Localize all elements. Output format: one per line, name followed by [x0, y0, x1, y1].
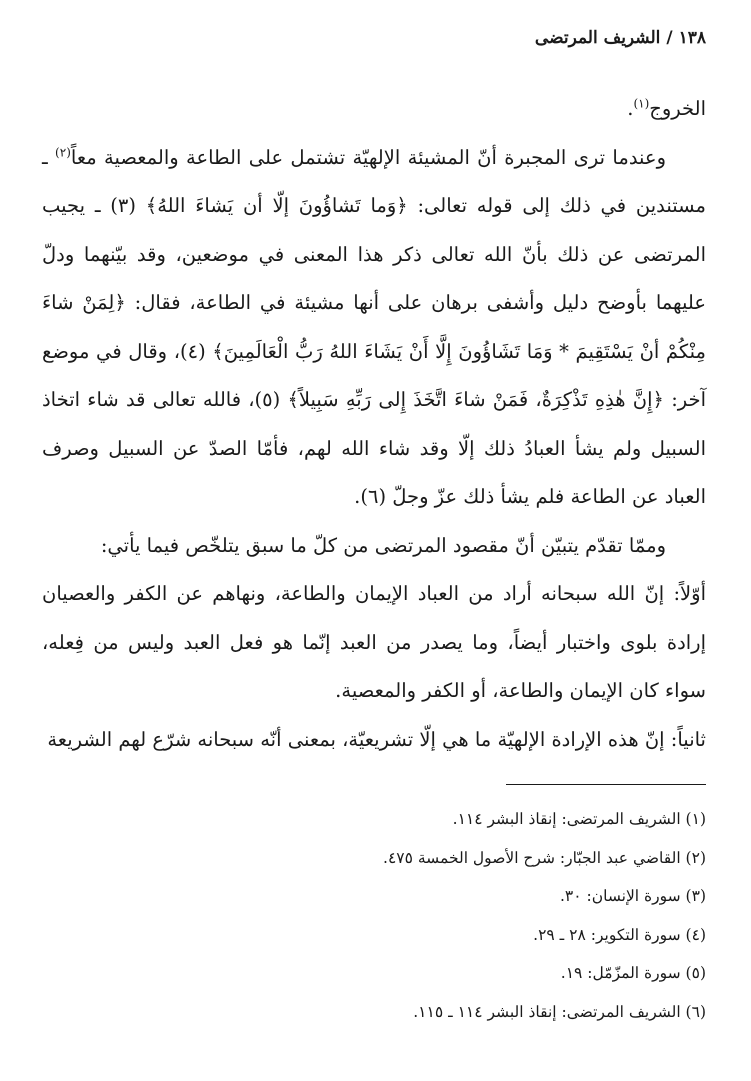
- paragraph: ثانياً: إنّ هذه الإرادة الإلهيّة ما هي إلّا تشريعيّة، بمعنى أنّه سبحانه شرّع لهم الشريعة: [47, 727, 706, 751]
- footnote-marker: (١): [633, 96, 650, 111]
- paragraph: وعندما ترى المجبرة أنّ المشيئة الإلهيّة تشتمل على الطاعة والمعصية معاً$^{(٢)}$ ـ مستندين في ذلك إلى قوله تعالى: ﴿وَما تَشاؤُونَ إلّا أن يَشاءَ اللهُ﴾ (٣) ـ يجيب المرتضى عن ذلك بأنّ الله تعالى ذكر هذا المعنى في موضعين، وقد بيّنهما ودلّ عليهما بأوضح دليل وأشفى برهان على أنها مشيئة في الطاعة، فقال: ﴿لِمَنْ شاءَ مِنْكُمْ أنْ يَسْتَقِيمَ * وَمَا تَشَاؤُونَ إِلَّا أَنْ يَشَاءَ اللهُ رَبُّ الْعَالَمِينَ﴾ (٤)، وقال في موضع آخر: ﴿إِنَّ هٰذِهِ تَذْكِرَةٌ، فَمَنْ شاءَ اتَّخَذَ إِلى رَبِّهِ سَبِيلاً﴾ (٥)، فالله تعالى قد شاء اتخاذ السبيل ولم يشأ العبادُ ذلك إلّا وقد شاء الله لهم، فأمّا الصدّ عن السبيل وصرف العباد عن الطاعة فلم يشأ ذلك عزّ وجلّ (٦).: [42, 145, 706, 508]
- footnote-marker: (٢): [55, 145, 71, 159]
- footnote: (٢) القاضي عبد الجبّار: شرح الأصول الخمسة ٤٧٥.: [383, 848, 706, 867]
- footnote: (٦) الشريف المرتضى: إنقاذ البشر ١١٤ ـ ١١٥.: [413, 1002, 706, 1021]
- footnote-divider: [506, 784, 706, 785]
- footnote: (٤) سورة التكوير: ٢٨ ـ ٢٩.: [533, 925, 706, 944]
- footnote: (٣) سورة الإنسان: ٣٠.: [559, 887, 706, 905]
- book-title: الشريف المرتضى: [534, 28, 661, 48]
- main-text: [42, 85, 706, 764]
- footnote: (١) الشريف المرتضى: إنقاذ البشر ١١٤.: [452, 810, 706, 828]
- footnote: (٥) سورة المزّمّل: ١٩.: [560, 964, 706, 982]
- paragraph: وممّا تقدّم يتبيّن أنّ مقصود المرتضى من كلّ ما سبق يتلخّص فيما يأتي:: [100, 533, 666, 557]
- header-separator: /: [666, 28, 673, 48]
- paragraph: الخروج$^{(١)}$.: [627, 96, 706, 120]
- page-number: ١٣٨: [678, 28, 706, 48]
- running-header: [535, 28, 706, 48]
- paragraph: أوّلاً: إنّ الله سبحانه أراد من العباد الإيمان والطاعة، ونهاهم عن الكفر والعصيان إرادة بلوى واختبار أيضاً، وما يصدر من العبد إنّما هو فعل العبد وليس من فِعله، سواء كان الإيمان والطاعة، أو الكفر والمعصية.: [42, 582, 706, 702]
- footnotes-list: [42, 800, 706, 1031]
